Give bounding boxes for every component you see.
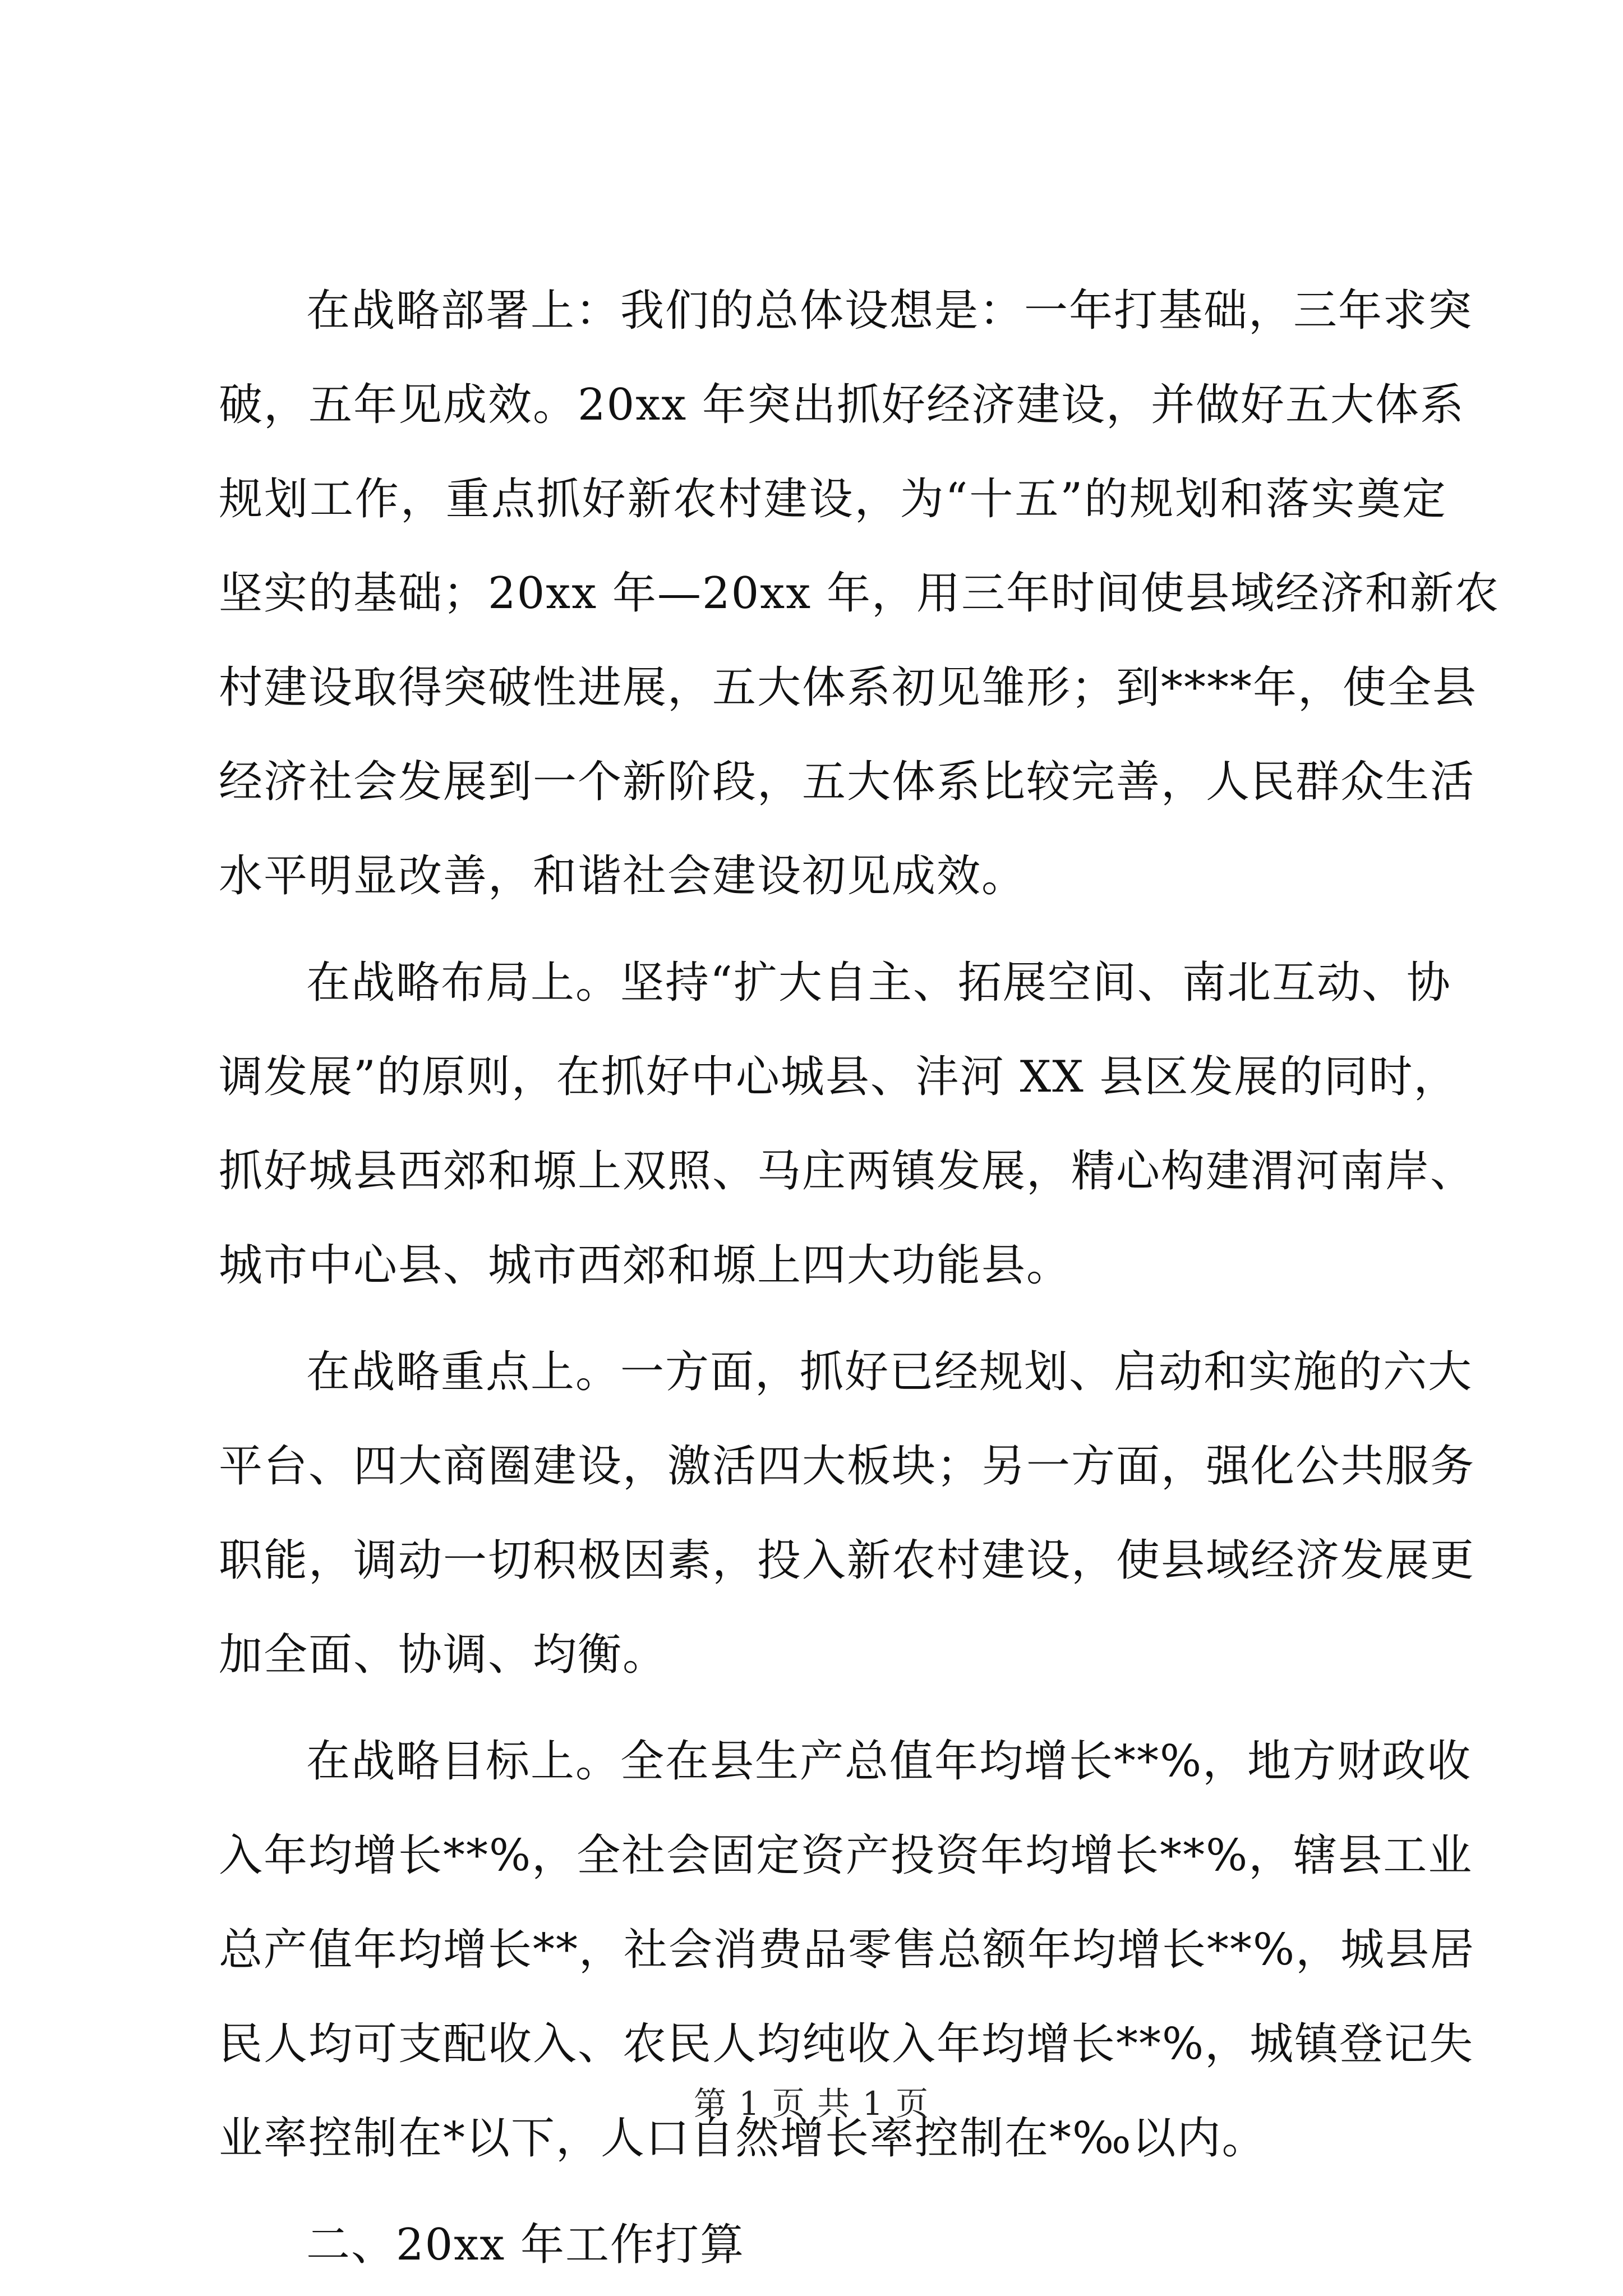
page-footer — [0, 2081, 1623, 2126]
paragraph-strategic-layout — [219, 936, 1476, 1313]
text-line: 在战略部署上：我们的总体设想是：一年打基础，三年求突 — [306, 286, 1473, 336]
text-line: 村建设取得突破性进展，五大体系初见雏形；到****年，使全县 — [219, 662, 1478, 713]
text-line: 在战略目标上。全在县生产总值年均增长**%，地方财政收 — [306, 1736, 1472, 1787]
paragraph-strategic-focus — [219, 1325, 1476, 1702]
text-line: 在战略重点上。一方面，抓好已经规划、启动和实施的六大 — [306, 1347, 1473, 1397]
text-line: 入年均增长**%，全社会固定资产投资年均增长**%，辖县工业 — [219, 1830, 1473, 1881]
page-number-label: 第 1 页 共 1 页 — [694, 2085, 929, 2123]
text-line: 在战略布局上。坚持“扩大自主、拓展空间、南北互动、协 — [306, 958, 1451, 1008]
text-line: 平台、四大商圈建设，激活四大板块；另一方面，强化公共服务 — [219, 1441, 1476, 1492]
text-line: 调发展”的原则，在抓好中心城县、沣河 XX 县区发展的同时， — [219, 1052, 1459, 1102]
text-line: 民人均可支配收入、农民人均纯收入年均增长**%，城镇登记失 — [219, 2019, 1474, 2069]
text-line: 抓好城县西郊和塬上双照、马庄两镇发展，精心构建渭河南岸、 — [219, 1146, 1476, 1197]
text-line: 坚实的基础；20xx 年—20xx 年，用三年时间使县域经济和新农 — [219, 568, 1500, 619]
paragraph-gap — [219, 1313, 1447, 1325]
text-line: 业率控制在*以下，人口自然增长率控制在*‰以内。 — [219, 2113, 1267, 2164]
paragraph-gap — [219, 2185, 1447, 2198]
text-line: 破，五年见成效。20xx 年突出抓好经济建设，并做好五大体系 — [219, 380, 1465, 430]
text-line: 规划工作，重点抓好新农村建设，为“十五”的规划和落实奠定 — [219, 474, 1447, 524]
text-line: 经济社会发展到一个新阶段，五大体系比较完善，人民群众生活 — [219, 757, 1476, 807]
text-line: 水平明显改善，和谐社会建设初见成效。 — [219, 851, 1027, 901]
section-heading: 二、20xx 年工作打算 — [306, 2220, 745, 2270]
paragraph-strategic-deployment — [219, 264, 1500, 923]
paragraph-gap — [219, 1702, 1447, 1714]
text-line: 职能，调动一切积极因素，投入新农村建设，使县域经济发展更 — [219, 1535, 1476, 1586]
text-line: 城市中心县、城市西郊和塬上四大功能县。 — [219, 1240, 1072, 1291]
section-heading-work-plan — [219, 2198, 1447, 2292]
text-line: 总产值年均增长**，社会消费品零售总额年均增长**%，城县居 — [219, 1925, 1476, 1975]
text-line: 加全面、协调、均衡。 — [219, 1630, 668, 1680]
paragraph-gap — [219, 923, 1447, 936]
document-body — [219, 264, 1500, 2292]
